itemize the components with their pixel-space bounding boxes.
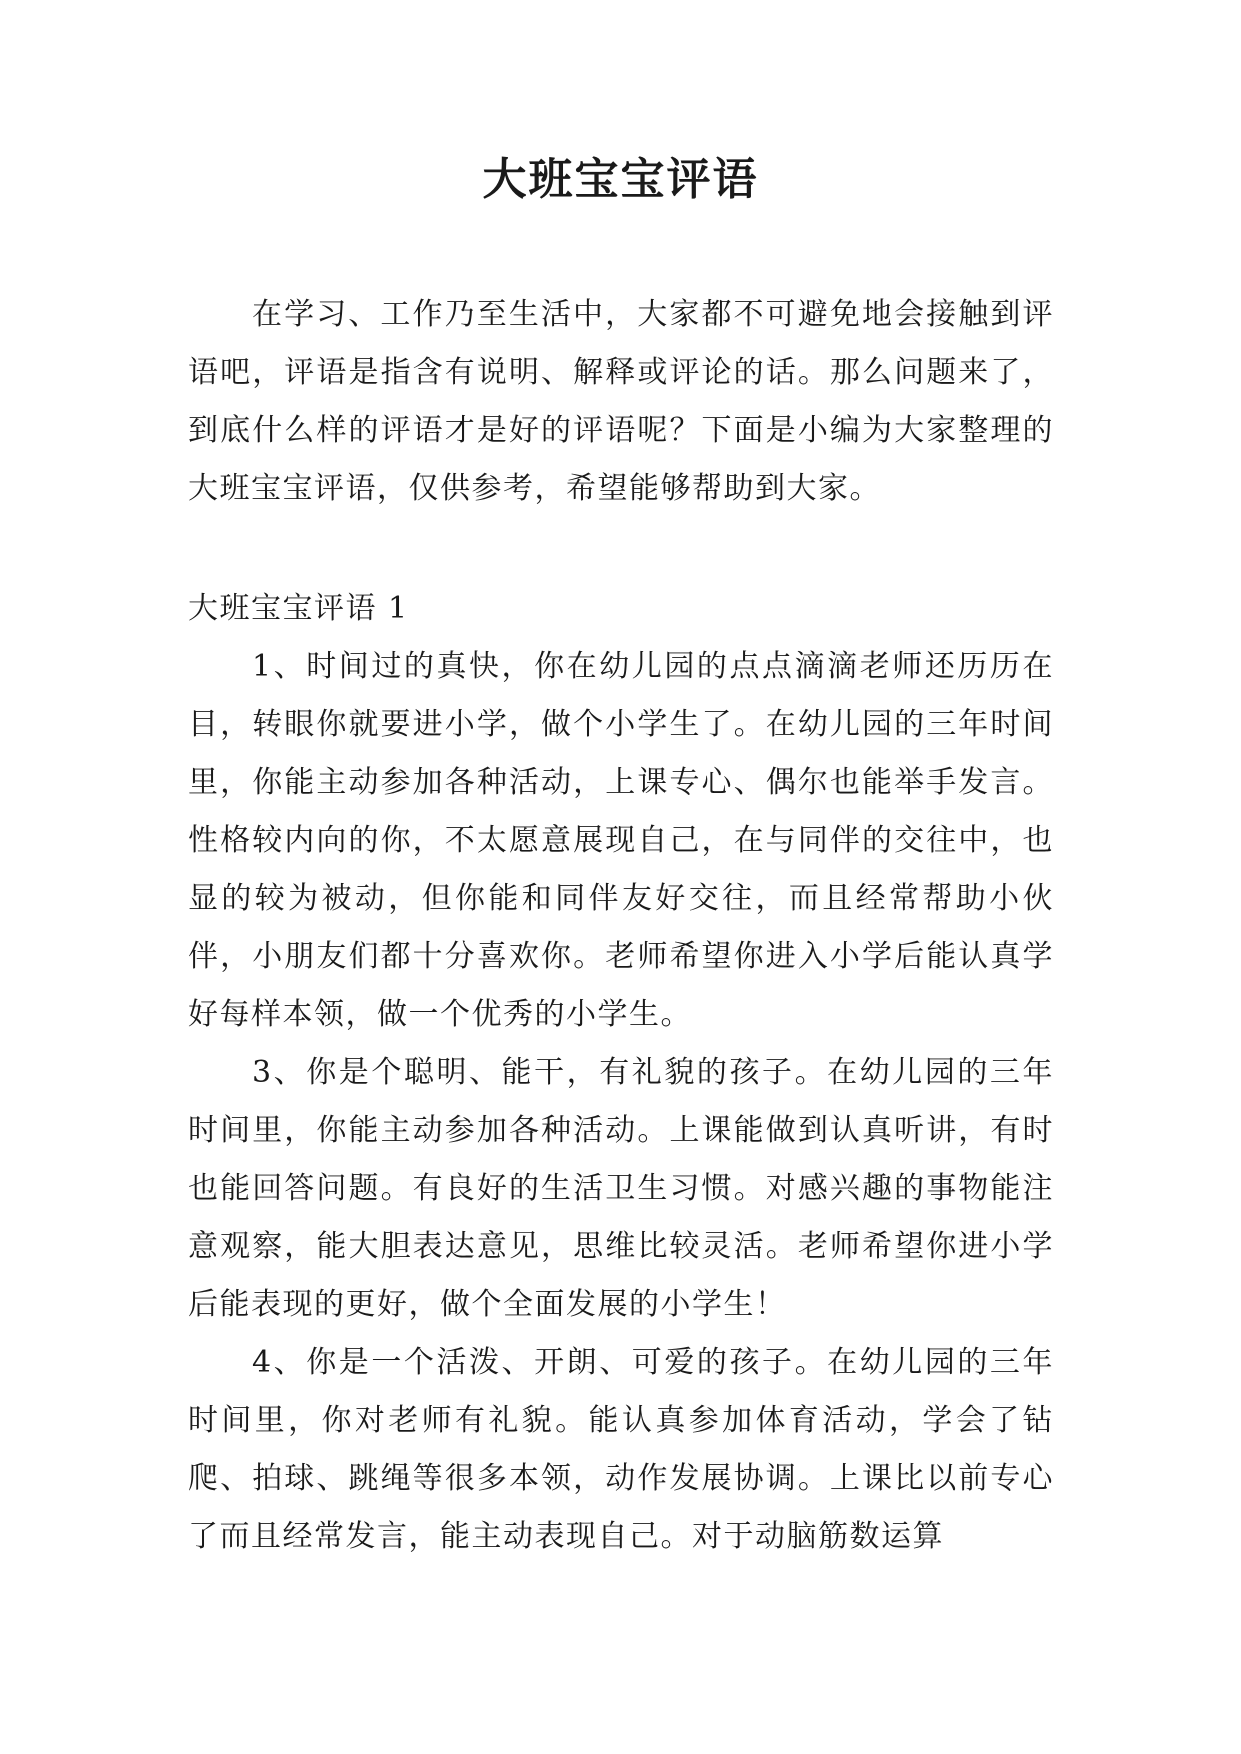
document-title: 大班宝宝评语: [482, 154, 759, 205]
comment-paragraph-3: 3、你是个聪明、能干，有礼貌的孩子。在幼儿园的三年时间里，你能主动参加各种活动。上课能做到认真听讲，有时也能回答问题。有良好的生活卫生习惯。对感兴趣的事物能注意观察，能大胆表达意见，思维比较灵活。老师希望你进小学后能表现的更好，做个全面发展的小学生！: [188, 1055, 1054, 1322]
section-spacer: [188, 518, 1054, 580]
section-heading: 大班宝宝评语 1: [188, 591, 409, 626]
intro-paragraph: 在学习、工作乃至生活中，大家都不可避免地会接触到评语吧，评语是指含有说明、解释或评论的话。那么问题来了，到底什么样的评语才是好的评语呢？下面是小编为大家整理的大班宝宝评语，仅供参考，希望能够帮助到大家。: [188, 297, 1054, 506]
document-body: [188, 286, 1054, 1566]
comment-paragraph-1: 1、时间过的真快，你在幼儿园的点点滴滴老师还历历在目，转眼你就要进小学，做个小学生了。在幼儿园的三年时间里，你能主动参加各种活动，上课专心、偶尔也能举手发言。性格较内向的你，不太愿意展现自己，在与同伴的交往中，也显的较为被动，但你能和同伴友好交往，而且经常帮助小伙伴，小朋友们都十分喜欢你。老师希望你进入小学后能认真学好每样本领，做一个优秀的小学生。: [188, 649, 1054, 1032]
comment-paragraph-4: 4、你是一个活泼、开朗、可爱的孩子。在幼儿园的三年时间里，你对老师有礼貌。能认真参加体育活动，学会了钻爬、拍球、跳绳等很多本领，动作发展协调。上课比以前专心了而且经常发言，能主动表现自己。对于动脑筋数运算: [188, 1345, 1054, 1554]
